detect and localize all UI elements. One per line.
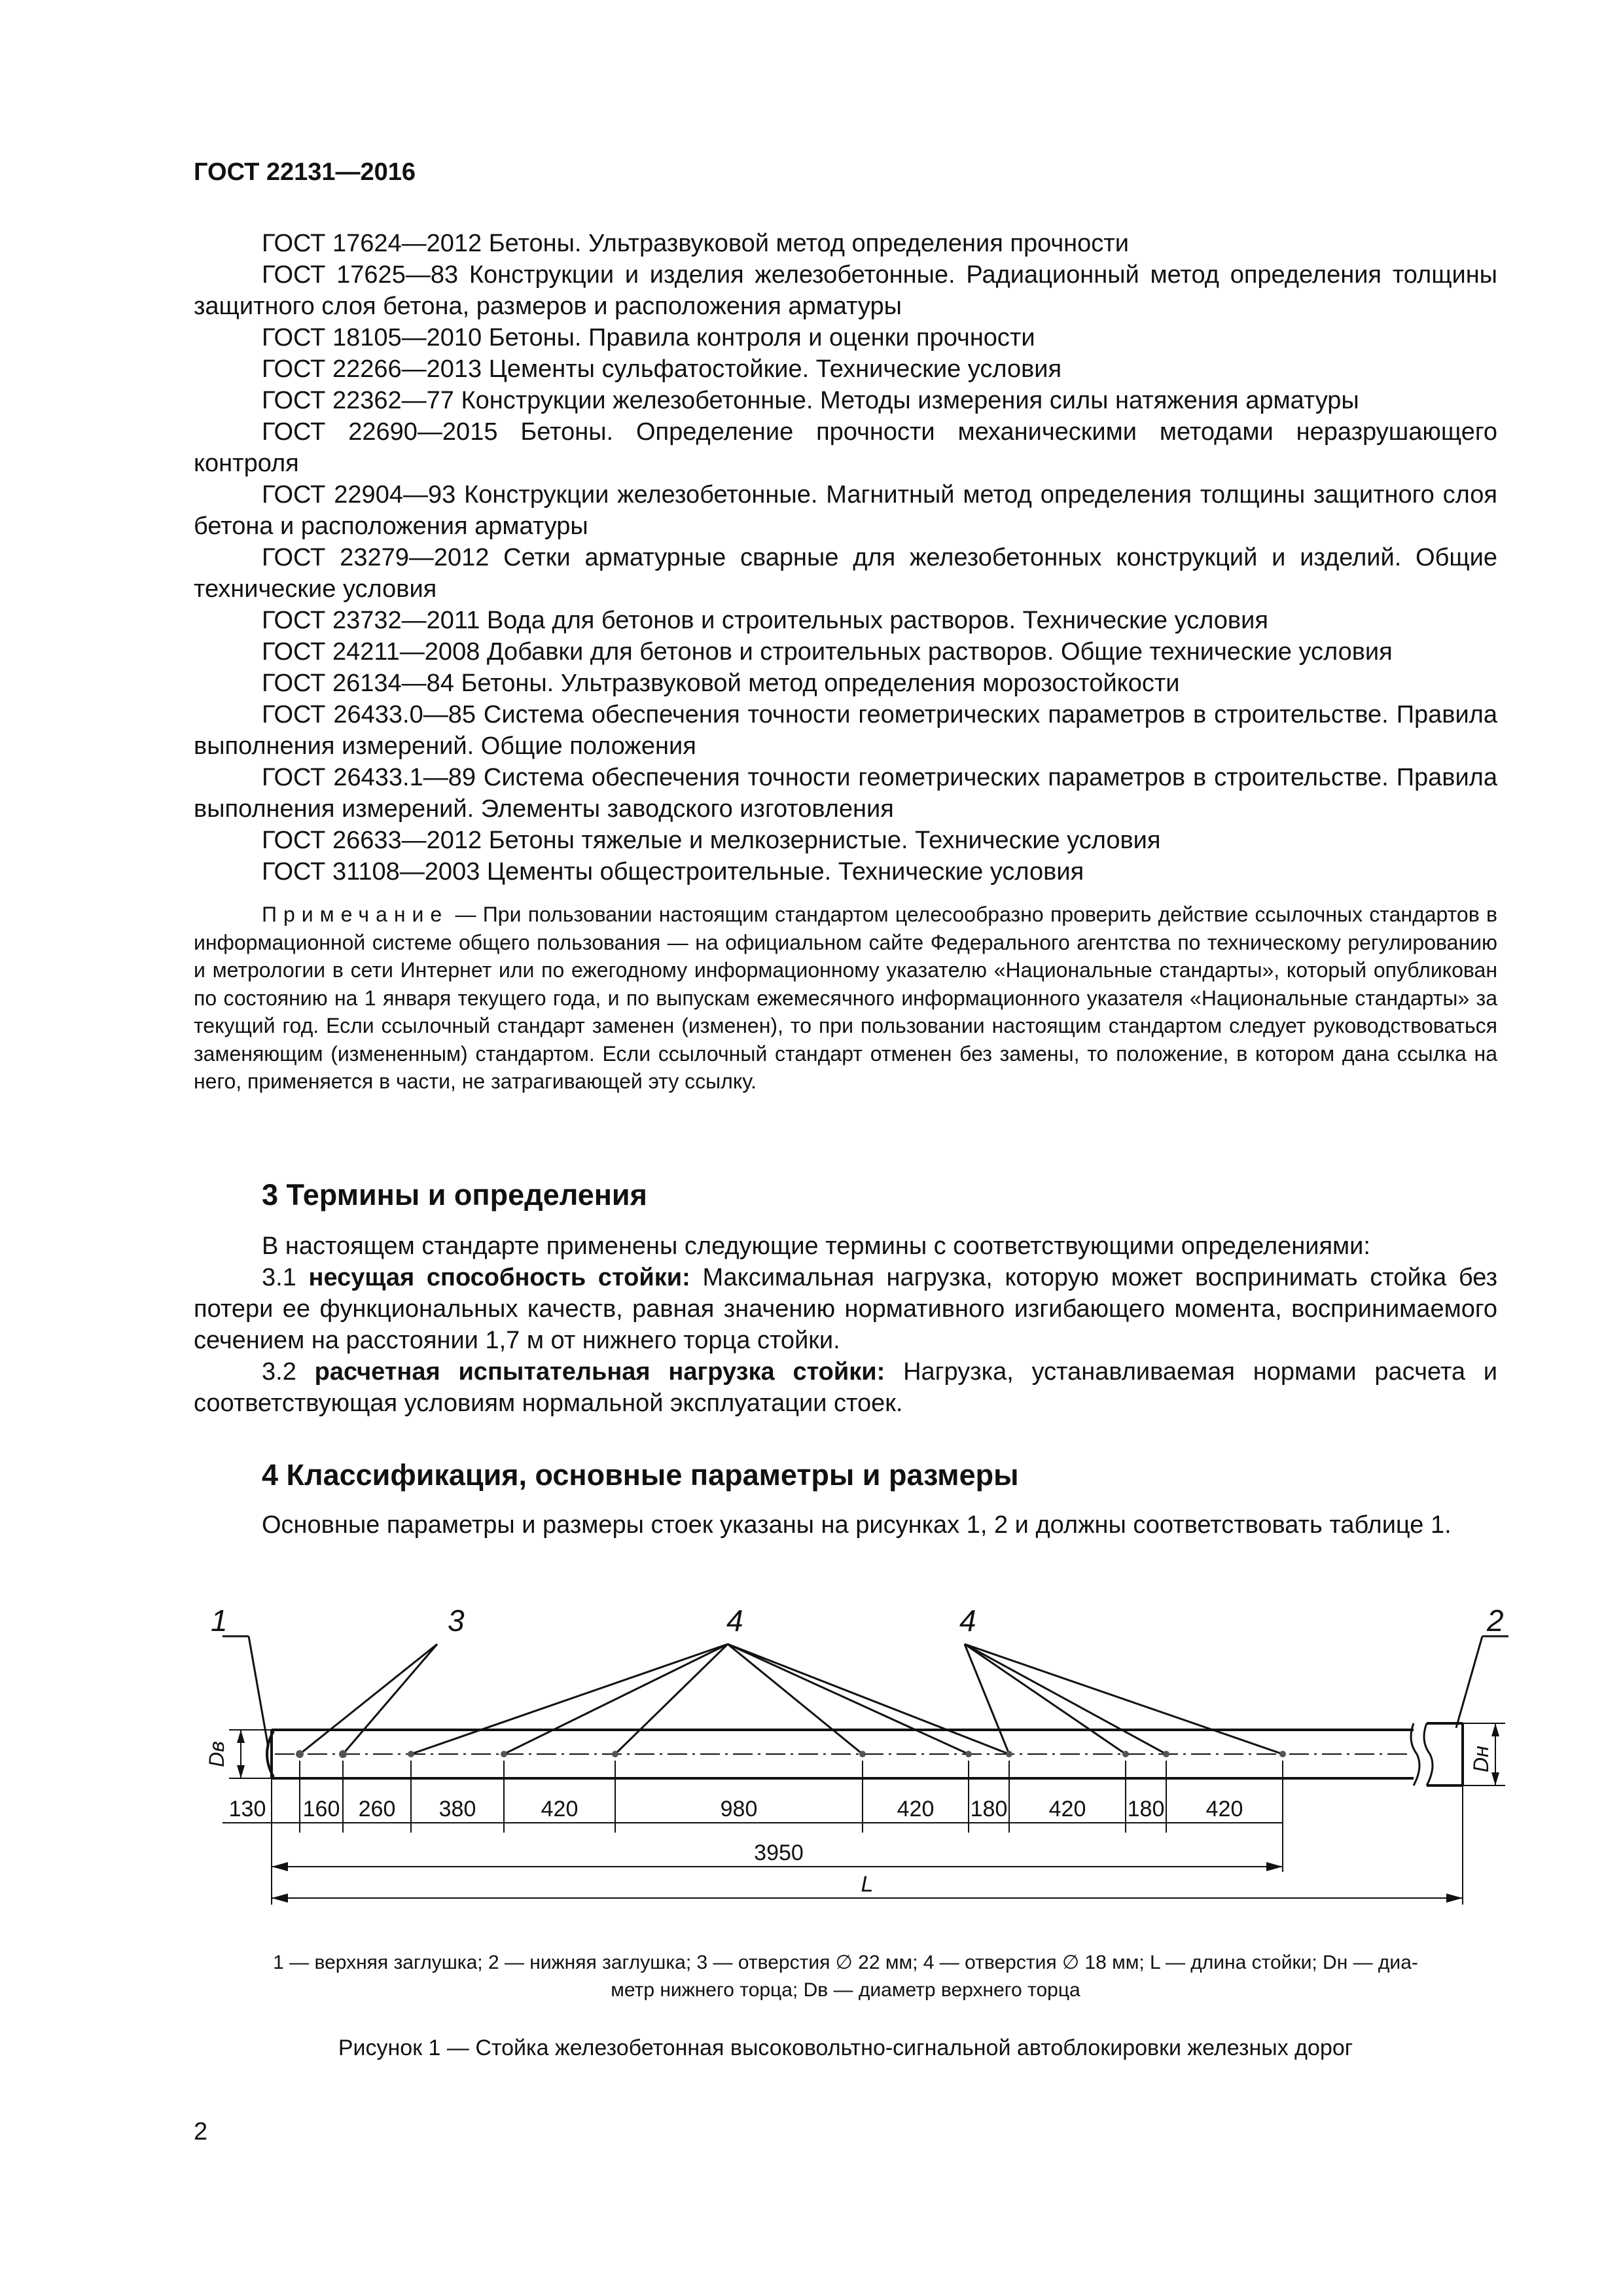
figure-caption: Рисунок 1 — Стойка железобетонная высоковольтно-сигнальной автоблокировки железных дорог <box>338 2036 1353 2060</box>
note-paragraph <box>194 901 1497 1096</box>
term-number: 3.2 <box>262 1358 296 1386</box>
diameter-bottom-label: Dн <box>1469 1746 1493 1772</box>
section-3-body <box>194 1230 1497 1419</box>
section-3-intro: В настоящем стандарте применены следующие термины с соответствующими определениями: <box>262 1232 1370 1260</box>
dim-label: 420 <box>897 1797 935 1821</box>
dim-label: 420 <box>1205 1797 1243 1821</box>
legend-line-2: метр нижнего торца; Dв — диаметр верхнего торца <box>611 1979 1080 2001</box>
reference-item: ГОСТ 26633—2012 Бетоны тяжелые и мелкозернистые. Технические условия <box>262 827 1161 854</box>
reference-item: ГОСТ 31108—2003 Цементы общестроительные. Технические условия <box>262 858 1084 886</box>
dim-label: 160 <box>302 1797 340 1821</box>
diameter-top-label: Dв <box>205 1741 228 1767</box>
callout-2: 2 <box>1487 1604 1504 1638</box>
hole-18mm <box>1279 1751 1286 1757</box>
dim-label: 130 <box>228 1797 266 1821</box>
normative-references <box>194 228 1497 888</box>
callout-4: 4 <box>726 1604 743 1638</box>
dim-label: 260 <box>358 1797 396 1821</box>
term-name: несущая способность стойки: <box>308 1264 690 1291</box>
dim-label: 980 <box>720 1797 758 1821</box>
hole-18mm <box>501 1751 507 1757</box>
reference-item: ГОСТ 26134—84 Бетоны. Ультразвуковой метод определения морозостойкости <box>262 670 1180 697</box>
reference-item: ГОСТ 22362—77 Конструкции железобетонные. Методы измерения силы натяжения арматуры <box>262 387 1359 414</box>
reference-item: ГОСТ 22904—93 Конструкции железобетонные. Магнитный метод определения толщины защитного слоя бетона и расположения арматуры <box>194 481 1497 540</box>
term-number: 3.1 <box>262 1264 296 1291</box>
section-4-title: 4 Классификация, основные параметры и размеры <box>262 1458 1019 1492</box>
hole-18mm <box>1163 1751 1169 1757</box>
reference-item: ГОСТ 22266—2013 Цементы сульфатостойкие. Технические условия <box>262 355 1062 383</box>
reference-item: ГОСТ 26433.0—85 Система обеспечения точности геометрических параметров в строительстве. Правила выполнения измерений. Общие положения <box>194 701 1497 760</box>
hole-18mm <box>859 1751 866 1757</box>
hole-22mm <box>296 1750 304 1758</box>
term-name: расчетная испытательная нагрузка стойки: <box>314 1358 885 1386</box>
note-text: — При пользовании настоящим стандартом целесообразно проверить действие ссылочных стандартов в информационной системе общего пользования — на официальном сайте Федерального агентства по техническому регулированию и метрологии в сети Интернет или по ежегодному информационному указателю «Национальные стандарты», который опубликован по состоянию на 1 января текущего года, и по выпускам ежемесячного информационного указателя «Национальные стандарты» за текущий год. Если ссылочный стандарт заменен (изменен), то при пользовании настоящим стандартом следует руководствоваться заменяющим (измененным) стандартом. Если ссылочный стандарт отменен без замены, то положение, в котором дана ссылка на него, применяется в части, не затрагивающей эту ссылку. <box>194 903 1498 1093</box>
section-4-body <box>194 1509 1497 1541</box>
dim-label: 180 <box>970 1797 1008 1821</box>
reference-item: ГОСТ 18105—2010 Бетоны. Правила контроля и оценки прочности <box>262 324 1035 351</box>
hole-22mm <box>339 1750 347 1758</box>
reference-item: ГОСТ 24211—2008 Добавки для бетонов и строительных растворов. Общие технические условия <box>262 638 1393 666</box>
section-4-intro: Основные параметры и размеры стоек указаны на рисунках 1, 2 и должны соответствовать таблице 1. <box>262 1511 1452 1539</box>
hole-18mm <box>408 1751 414 1757</box>
dim-label: 420 <box>541 1797 579 1821</box>
hole-18mm <box>1006 1751 1012 1757</box>
note-label: Примечание <box>262 903 449 926</box>
term-definition: Нагрузка, устанавливаемая нормами расчета и соответствующая условиям нормальной эксплуатации стоек. <box>194 1358 1497 1417</box>
reference-item: ГОСТ 22690—2015 Бетоны. Определение прочности механическими методами неразрушающего контроля <box>194 418 1497 477</box>
callout-1: 1 <box>211 1604 228 1638</box>
figure-legend <box>194 1949 1497 2004</box>
callout-4: 4 <box>959 1604 976 1638</box>
dim-label: 380 <box>438 1797 476 1821</box>
hole-18mm <box>965 1751 972 1757</box>
callout-3: 3 <box>448 1604 465 1638</box>
page-number: 2 <box>194 2118 208 2145</box>
reference-item: ГОСТ 17625—83 Конструкции и изделия железобетонные. Радиационный метод определения толщины защитного слоя бетона, размеров и расположения арматуры <box>194 261 1497 320</box>
document-header: ГОСТ 22131—2016 <box>194 158 416 186</box>
legend-line-1: 1 — верхняя заглушка; 2 — нижняя заглушка; 3 — отверстия ∅ 22 мм; 4 — отверстия ∅ 18 мм; L — длина стойки; Dн — диа- <box>273 1952 1418 1973</box>
break-line-left <box>1411 1723 1419 1785</box>
reference-item: ГОСТ 23732—2011 Вода для бетонов и строительных растворов. Технические условия <box>262 607 1268 634</box>
section-3-title: 3 Термины и определения <box>262 1178 647 1211</box>
reference-item: ГОСТ 23279—2012 Сетки арматурные сварные для железобетонных конструкций и изделий. Общие технические условия <box>194 544 1497 603</box>
term-3-2 <box>194 1356 1497 1419</box>
break-line-right <box>1424 1723 1433 1785</box>
term-3-1 <box>194 1262 1497 1356</box>
term-definition: Максимальная нагрузка, которую может воспринимать стойка без потери ее функциональных качеств, равная значению нормативного изгибающего момента, воспринимаемого сечением на расстоянии 1,7 м от нижнего торца стойки. <box>194 1264 1497 1354</box>
reference-item: ГОСТ 17624—2012 Бетоны. Ультразвуковой метод определения прочности <box>262 230 1129 257</box>
figure-1-pole-drawing <box>0 1584 1623 1950</box>
dim-total-3950: 3950 <box>754 1840 804 1865</box>
dim-total-L: L <box>861 1872 874 1897</box>
dim-label: 180 <box>1127 1797 1165 1821</box>
hole-18mm <box>612 1751 618 1757</box>
reference-item: ГОСТ 26433.1—89 Система обеспечения точности геометрических параметров в строительстве. Правила выполнения измерений. Элементы заводского изготовления <box>194 764 1497 823</box>
hole-18mm <box>1122 1751 1129 1757</box>
dim-label: 420 <box>1048 1797 1086 1821</box>
